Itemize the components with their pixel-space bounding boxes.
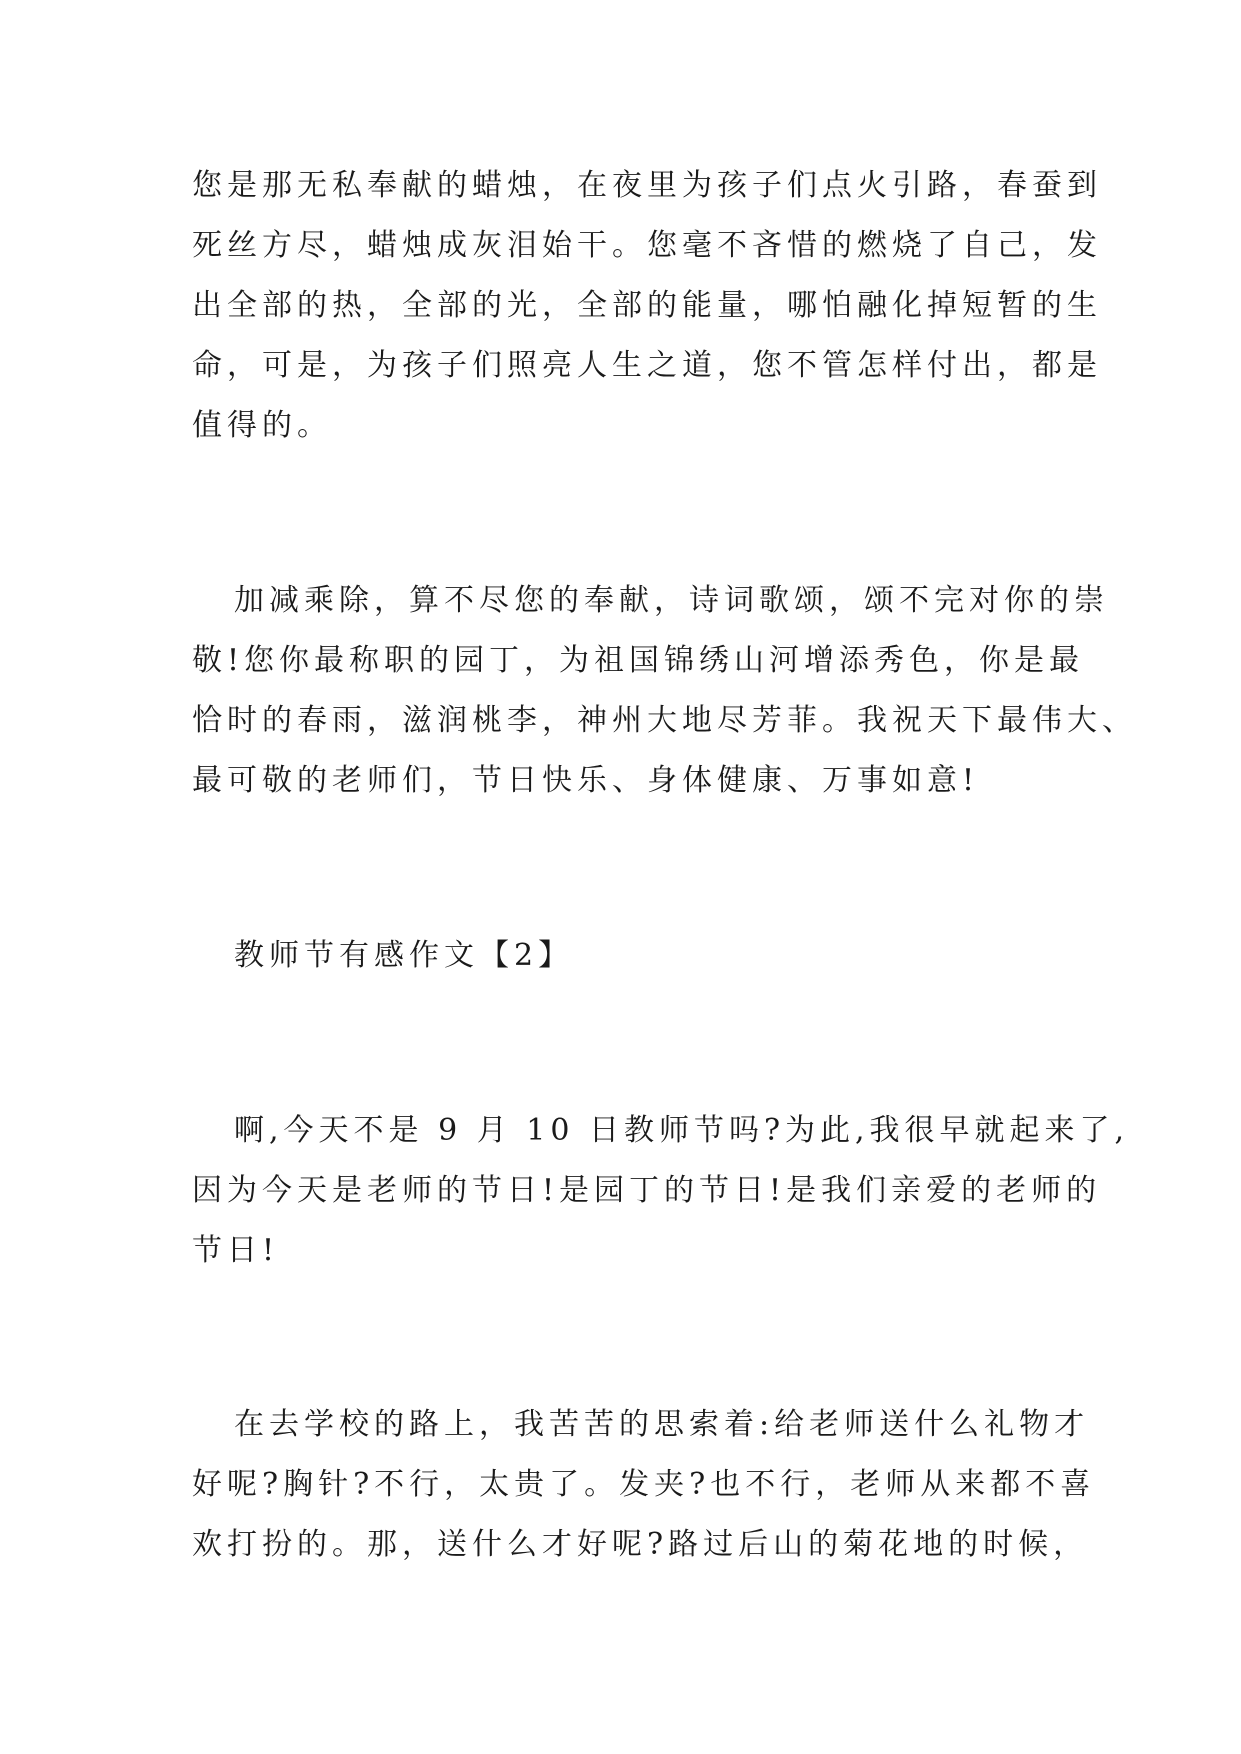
paragraph-line: 恰时的春雨，滋润桃李，神州大地尽芳菲。我祝天下最伟大、 (192, 703, 1137, 738)
paragraph-line: 您是那无私奉献的蜡烛，在夜里为孩子们点火引路，春蚕到 (192, 168, 1102, 203)
paragraph-line: 加减乘除，算不尽您的奉献，诗词歌颂，颂不完对你的崇 (234, 583, 1109, 618)
paragraph-line: 在去学校的路上，我苦苦的思索着:给老师送什么礼物才 (234, 1407, 1090, 1442)
paragraph-line: 欢打扮的。那，送什么才好呢?路过后山的菊花地的时候， (192, 1527, 1089, 1562)
paragraph-line: 值得的。 (192, 408, 332, 443)
paragraph-line: 命，可是，为孩子们照亮人生之道，您不管怎样付出，都是 (192, 348, 1102, 383)
paragraph-line: 好呢?胸针?不行，太贵了。发夹?也不行，老师从来都不喜 (192, 1467, 1096, 1502)
section-heading: 教师节有感作文【2】 (234, 938, 574, 973)
paragraph-line: 出全部的热，全部的光，全部的能量，哪怕融化掉短暂的生 (192, 288, 1102, 323)
paragraph-line: 最可敬的老师们，节日快乐、身体健康、万事如意! (192, 763, 980, 798)
paragraph-line: 因为今天是老师的节日!是园丁的节日!是我们亲爱的老师的 (192, 1173, 1102, 1208)
paragraph-line: 死丝方尽，蜡烛成灰泪始干。您毫不吝惜的燃烧了自己，发 (192, 228, 1102, 263)
paragraph-line: 节日! (192, 1233, 280, 1268)
paragraph-line: 敬!您你最称职的园丁，为祖国锦绣山河增添秀色，你是最 (192, 643, 1085, 678)
paragraph-line: 啊,今天不是 9 月 10 日教师节吗?为此,我很早就起来了, (234, 1113, 1130, 1148)
